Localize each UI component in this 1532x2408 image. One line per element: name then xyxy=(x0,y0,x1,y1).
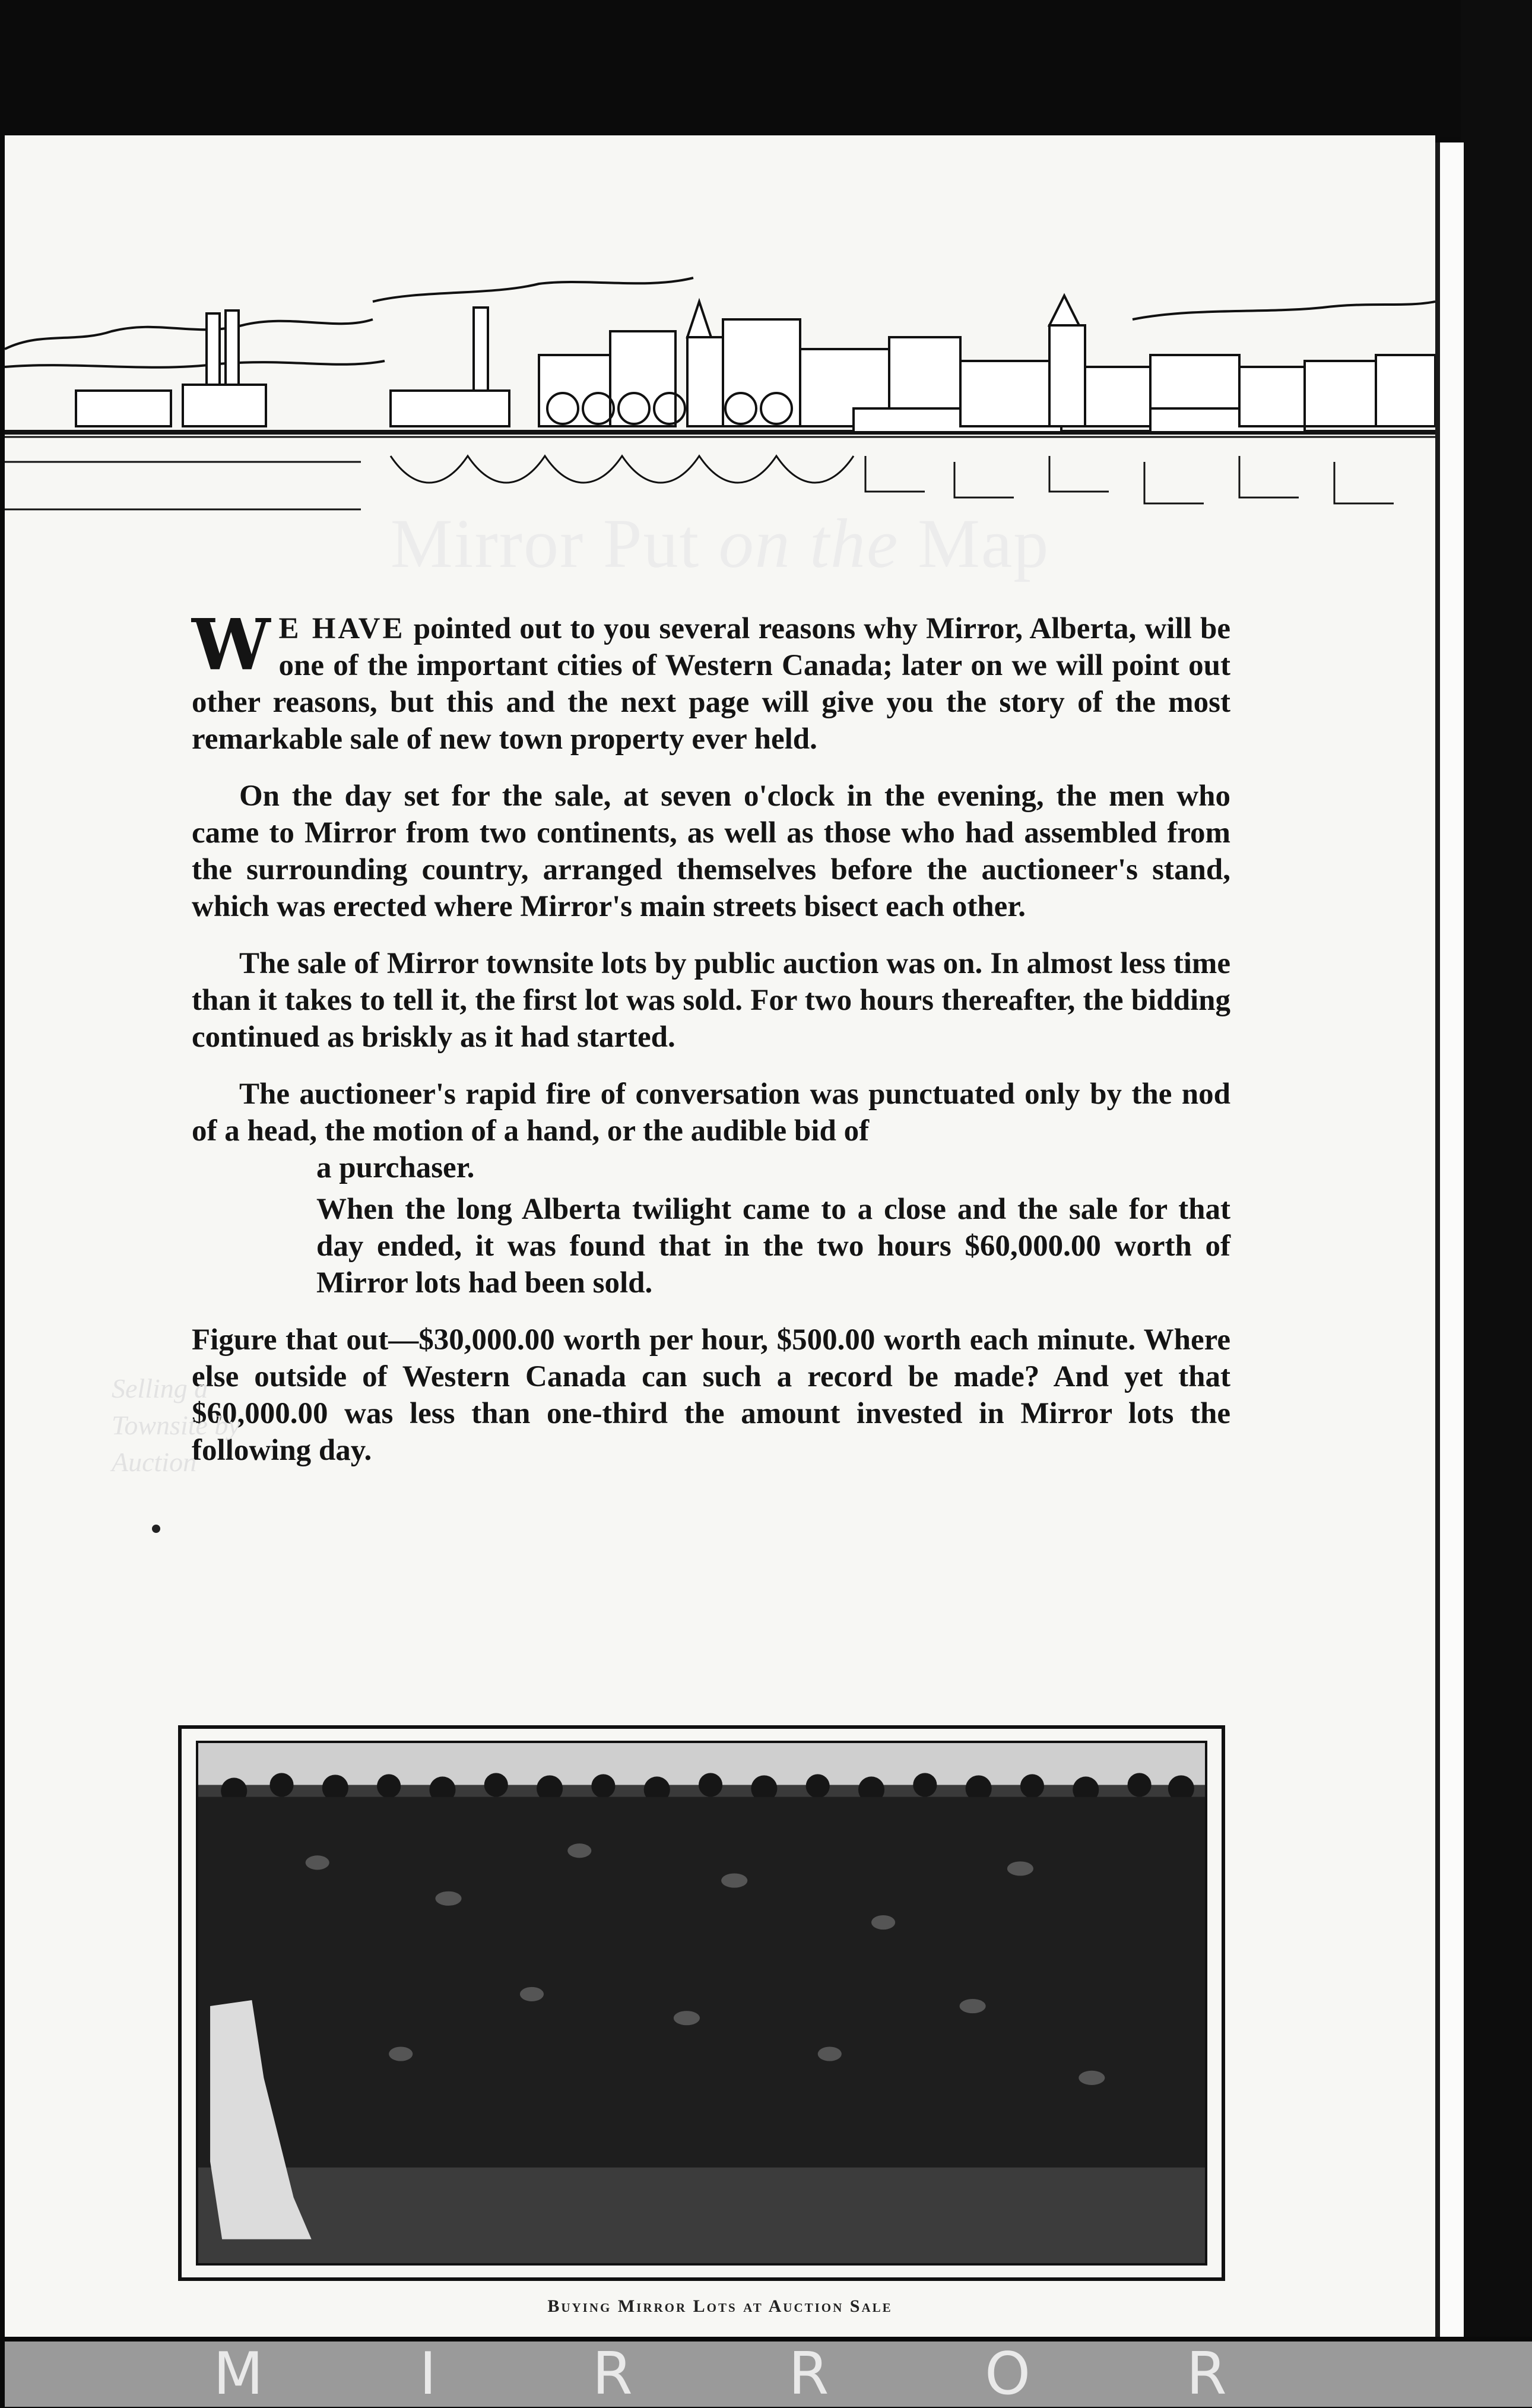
article-body xyxy=(192,603,1230,1489)
footer-letter: O xyxy=(984,2340,1031,2408)
drop-cap: W xyxy=(192,603,271,686)
scan-top-border xyxy=(0,0,1532,137)
footer-letter: R xyxy=(592,2340,633,2408)
paragraph-1 xyxy=(192,603,1230,758)
footer-letter: I xyxy=(419,2340,437,2408)
margin-note: Selling a Townsite by Auction xyxy=(112,1373,240,1477)
title-part-2: on the xyxy=(718,505,899,582)
page-title xyxy=(5,503,1435,598)
paragraph-2: On the day set for the sale, at seven o'clock in the evening, the men who came to Mirror from two continents, as well as those who had assembled from the surrounding country, arranged themselves before the auctioneer's stand, which was erected where Mirror's main streets bisect each other. xyxy=(192,780,1230,923)
paragraph-5: When the long Alberta twilight came to a close and the sale for that day ended, it was found that in the two hours $60,000.00 worth of Mirror lots had been sold. xyxy=(316,1193,1230,1300)
photo-frame xyxy=(178,1725,1225,2281)
footer-letter: M xyxy=(213,2340,264,2408)
photo-caption: Buying Mirror Lots at Auction Sale xyxy=(547,2296,893,2316)
footer-wordmark xyxy=(5,2342,1435,2407)
title-part-3: Map xyxy=(917,505,1050,582)
footer-letter: R xyxy=(1186,2340,1227,2408)
crowd-photo-image xyxy=(198,1743,1205,2263)
adjacent-page-edge xyxy=(1435,142,1464,2337)
crowd-photo xyxy=(196,1741,1207,2266)
paragraph-1-text: pointed out to you several reasons why Mirror, Alberta, will be one of the important cities of Western Canada; later on we will point out other reasons, but this and the next page will give you the story of the most remarkable sale of new town property ever held. xyxy=(192,612,1230,756)
footer-letter: R xyxy=(788,2340,829,2408)
title-part-1: Mirror Put xyxy=(390,505,700,582)
document-page xyxy=(5,135,1435,2408)
paragraph-3: The sale of Mirror townsite lots by public auction was on. In almost less time than it takes to tell it, the first lot was sold. For two hours thereafter, the bidding continued as briskly as it had started. xyxy=(192,947,1230,1054)
footer-band xyxy=(5,2342,1532,2407)
paragraph-6: Figure that out—$30,000.00 worth per hour, $500.00 worth each minute. Where else outside of Western Canada can such a record be made? And yet that $60,000.00 was less than one-third the amount invested in Mirror lots the following day. xyxy=(192,1323,1230,1467)
paragraph-4-end: a purchaser. xyxy=(316,1151,475,1184)
ink-speck xyxy=(152,1525,160,1533)
scan-right-border xyxy=(1461,0,1532,2337)
paragraph-1-lead: E HAVE xyxy=(278,612,405,645)
paragraph-4: The auctioneer's rapid fire of conversation was punctuated only by the nod of a head, the motion of a hand, or the audible bid of xyxy=(192,1078,1230,1148)
